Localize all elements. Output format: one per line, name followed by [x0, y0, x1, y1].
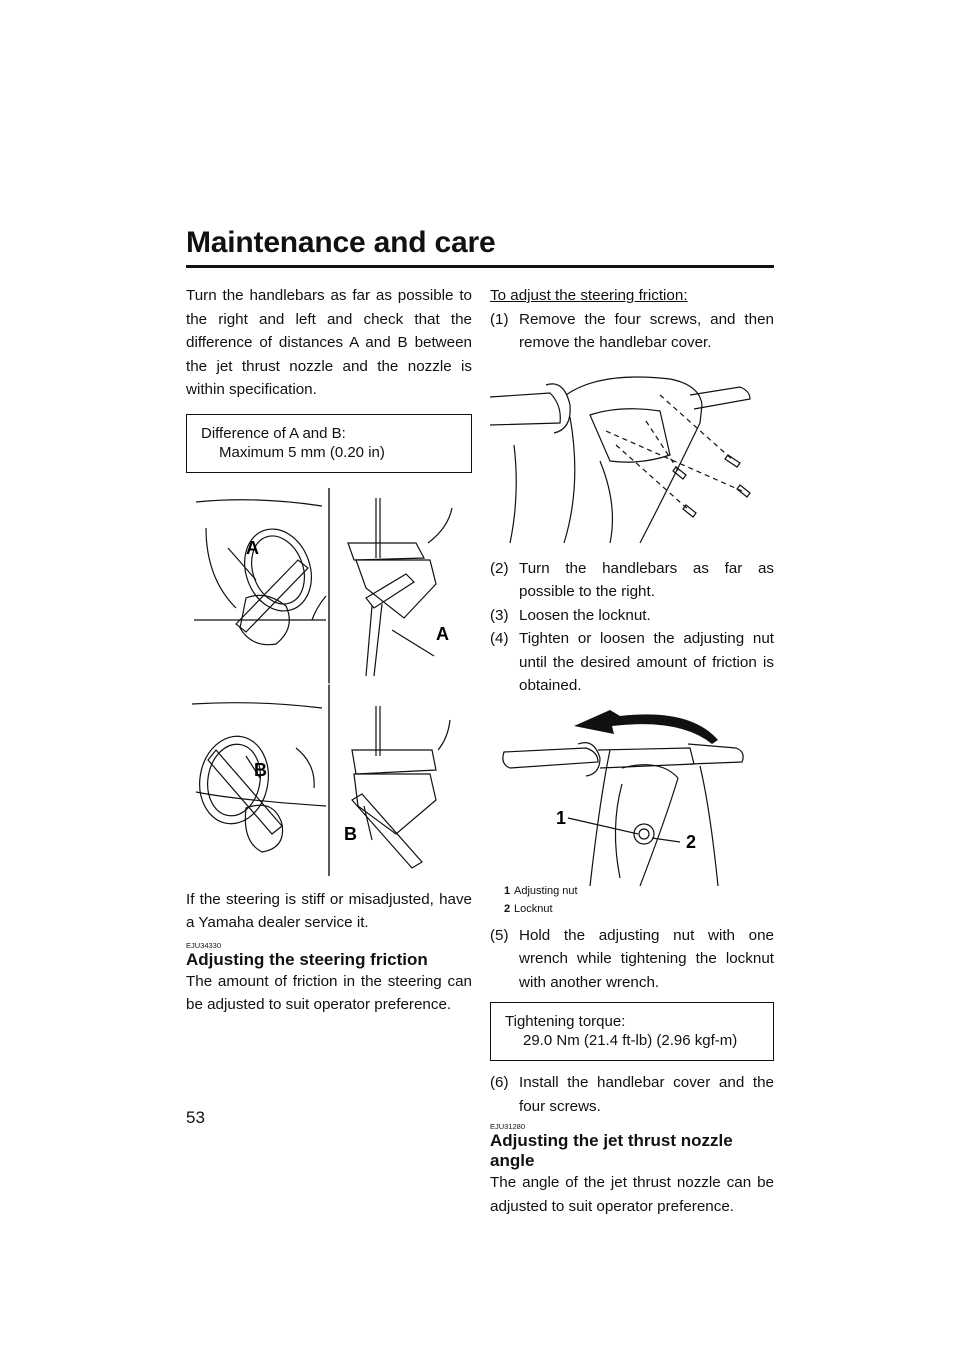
- nozzle-measurement-illustration: [186, 488, 472, 876]
- figure-label-a2: A: [436, 623, 449, 644]
- step-text: Hold the adjusting nut with one wrench while tightening the locknut with another wrench.: [519, 926, 774, 991]
- adjusting-nut-figure: [490, 708, 774, 886]
- section-code: EJU34330: [186, 940, 222, 950]
- section-body-nozzle-angle: The angle of the jet thrust nozzle can be adjusted to suit operator preference.: [490, 1174, 774, 1215]
- step-number: (6): [490, 1074, 509, 1091]
- torque-spec-box: [490, 1002, 774, 1061]
- left-column: [186, 284, 472, 1017]
- subheading-steering-friction: To adjust the steering friction:: [490, 287, 688, 304]
- step-text: Loosen the locknut.: [519, 606, 651, 624]
- section-heading-nozzle-angle: Adjusting the jet thrust nozzle angle: [490, 1131, 733, 1170]
- nozzle-measurement-figure: [186, 488, 472, 876]
- torque-label: Tightening torque:: [505, 1013, 626, 1030]
- figure-label-b2: B: [344, 823, 357, 844]
- section-code: EJU31280: [490, 1122, 526, 1131]
- page-title: Maintenance and care: [186, 226, 496, 259]
- right-column: [490, 284, 774, 1218]
- service-paragraph: If the steering is stiff or misadjusted, have a Yamaha dealer service it.: [186, 890, 472, 931]
- header-rule: [186, 265, 774, 268]
- spec-value: Maximum 5 mm (0.20 in): [219, 443, 385, 461]
- adjusting-nut-illustration: [490, 708, 774, 886]
- handlebar-cover-illustration: [490, 365, 774, 545]
- section-body-steering-friction: The amount of friction in the steering can be adjusted to suit operator preference.: [186, 972, 472, 1013]
- intro-paragraph: Turn the handlebars as far as possible to the right and left and check that the difference of distances A and B between the jet thrust nozzle and the nozzle is within specification.: [186, 287, 472, 398]
- legend-number: 2: [504, 902, 511, 915]
- step-item: [490, 924, 774, 995]
- figure-label-b1: B: [254, 759, 267, 780]
- spec-label: Difference of A and B:: [201, 424, 346, 442]
- step-text: Turn the handlebars as far as possible to the right.: [519, 559, 774, 600]
- spec-box: [186, 414, 472, 473]
- step-item: [490, 627, 774, 698]
- legend-number: 1: [504, 884, 511, 897]
- step-number: (5): [490, 926, 509, 944]
- handlebar-cover-figure: [490, 365, 774, 545]
- step-number: (1): [490, 310, 509, 328]
- step-item: [490, 604, 774, 628]
- step-text: Remove the four screws, and then remove the handlebar cover.: [519, 310, 774, 351]
- figure-label-a1: A: [246, 537, 259, 558]
- legend-label: Locknut: [514, 902, 553, 915]
- step-number: (3): [490, 606, 509, 624]
- step-item: [490, 308, 774, 355]
- step-item: [490, 557, 774, 604]
- torque-value: 29.0 Nm (21.4 ft-lb) (2.96 kgf-m): [523, 1032, 738, 1049]
- step-text: Install the handlebar cover and the four screws.: [519, 1074, 774, 1115]
- step-item: [490, 1071, 774, 1118]
- step-number: (2): [490, 559, 509, 577]
- step-text: Tighten or loosen the adjusting nut until the desired amount of friction is obtained.: [519, 630, 774, 694]
- section-heading-steering-friction: Adjusting the steering friction: [186, 949, 428, 969]
- step-number: (4): [490, 630, 509, 647]
- legend-item: [504, 900, 774, 918]
- callout-2: 2: [686, 831, 697, 852]
- page-number: 53: [186, 1108, 205, 1127]
- legend-label: Adjusting nut: [514, 884, 578, 897]
- callout-1: 1: [556, 807, 567, 828]
- figure-legend: [490, 882, 774, 918]
